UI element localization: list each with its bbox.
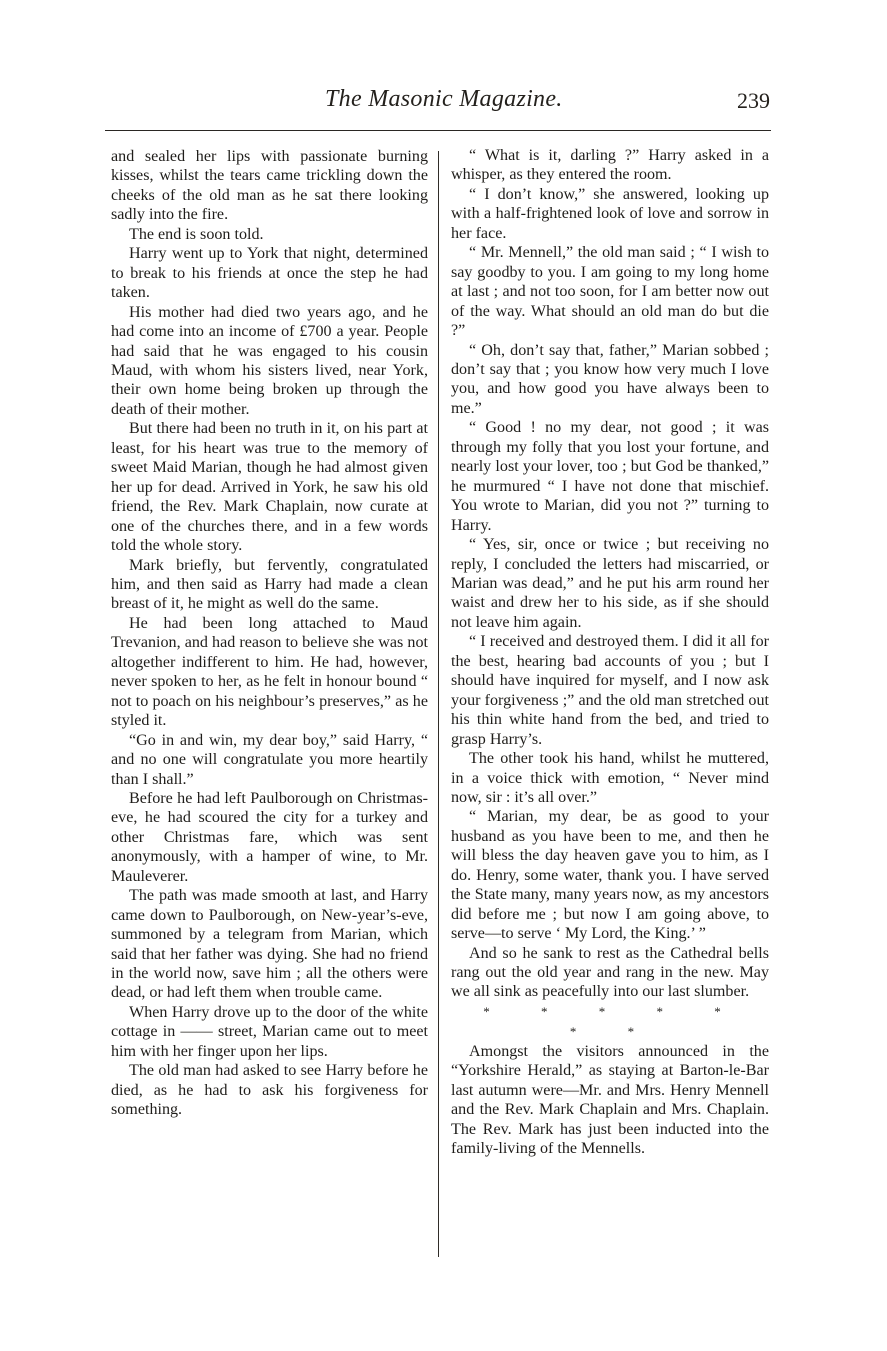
- paragraph: When Harry drove up to the door of the white cottage in —— street, Marian came out to meet him with her finger upon her lips.: [111, 1003, 428, 1060]
- paragraph: “ Good ! no my dear, not good ; it was through my folly that you lost your fortune, and nearly lost your lover, too ; but God be thanked,” he murmured “ I have not done that mischief. You wrote to Marian, did you not ?” turning to Harry.: [451, 419, 769, 534]
- paragraph: The end is soon told.: [129, 225, 264, 243]
- paragraph: “ Oh, don’t say that, father,” Marian sobbed ; don’t say that ; you know how very much I love you, and how good you have always been to me.”: [451, 341, 769, 417]
- section-separator: * * * * * * *: [483, 1003, 745, 1039]
- paragraph: The other took his hand, whilst he muttered, in a voice thick with emotion, “ Never mind now, sir : it’s all over.”: [451, 750, 769, 806]
- column-divider: [438, 151, 439, 1257]
- page-number: 239: [737, 88, 770, 113]
- paragraph: But there had been no truth in it, on his part at least, for his heart was true to the memory of sweet Maid Marian, though he had almost given her up for dead. Arrived in York, he saw his old friend, the Rev. Mark Chaplain, now curate at one of the churches there, and in a few words told the whole story.: [111, 420, 428, 555]
- page-header: [110, 86, 770, 118]
- paragraph: Before he had left Paulborough on Christmas-eve, he had scoured the city for a turkey and other Christmas fare, which was sent anonymously, with a hamper of wine, to Mr. Mauleverer.: [111, 789, 428, 885]
- paragraph: His mother had died two years ago, and he had come into an income of £700 a year. People had said that he was engaged to his cousin Maud, with whom his sisters lived, near York, their own home being broken up through the death of their mother.: [111, 303, 428, 418]
- paragraph: The path was made smooth at last, and Harry came down to Paulborough, on New-year’s-eve, summoned by a telegram from Marian, which said that her father was dying. She had no friend in the world now, save him ; all the others were dead, or had left them when trouble came.: [111, 887, 428, 1002]
- paragraph: Harry went up to York that night, determined to break to his friends at once the step he had taken.: [111, 245, 428, 302]
- paragraph: He had been long attached to Maud Trevanion, and had reason to believe she was not altogether indifferent to him. He had, however, never spoken to her, as he felt in honour bound “ not to poach on his neighbour’s preserves,” as he styled it.: [111, 614, 428, 730]
- magazine-title: The Masonic Magazine.: [325, 86, 563, 112]
- paragraph: The old man had asked to see Harry before he died, as he had to ask his forgiveness for something.: [111, 1062, 428, 1119]
- paragraph: “ What is it, darling ?” Harry asked in a whisper, as they entered the room.: [451, 147, 769, 184]
- paragraph: “ Mr. Mennell,” the old man said ; “ I wish to say goodby to you. I am going to my long home at last ; and not too soon, for I am better now out of the way. What should an old man do but die ?”: [451, 244, 769, 340]
- paragraph: “Go in and win, my dear boy,” said Harry, “ and no one will congratulate you more heartily than I shall.”: [111, 731, 428, 788]
- paragraph: “ Yes, sir, once or twice ; but receiving no reply, I concluded the letters had miscarried, or Marian was dead,” and he put his arm round her waist and drew her to his side, as if she should not leave him again.: [451, 536, 769, 631]
- left-column: [111, 147, 428, 1120]
- paragraph: And so he sank to rest as the Cathedral bells rang out the old year and rang in the new. May we all sink as peacefully into our last slumber.: [451, 944, 769, 1001]
- header-rule: [105, 130, 771, 131]
- paragraph: “ Marian, my dear, be as good to your husband as you have been to me, and then he will bless the day heaven gave you to him, as I do. Henry, some water, thank you. I have served the State many, many years now, as my ancestors did before me ; but now I am going above, to serve—to serve ‘ My Lord, the King.’ ”: [451, 808, 769, 943]
- closing-paragraph: Amongst the visitors announced in the “Yorkshire Herald,” as staying at Barton-le-Bar last autumn were—Mr. and Mrs. Henry Mennell and the Rev. Mark Chaplain and Mrs. Chaplain. The Rev. Mark has just been inducted into the family-living of the Mennells.: [451, 1042, 769, 1158]
- right-column: [451, 146, 769, 1159]
- paragraph: Mark briefly, but fervently, congratulated him, and then said as Harry had made a clean breast of it, he might as well do the same.: [111, 556, 428, 613]
- paragraph: “ I don’t know,” she answered, looking up with a half-frightened look of love and sorrow in her face.: [451, 185, 769, 242]
- paragraph: “ I received and destroyed them. I did it all for the best, hearing bad accounts of you ; but I should have inquired for myself, and I now ask your forgiveness ;” and the old man stretched out his thin white hand from the bed, and tried to grasp Harry’s.: [451, 633, 769, 748]
- paragraph: and sealed her lips with passionate burning kisses, whilst the tears came trickling down the cheeks of the old man as he sat there looking sadly into the fire.: [111, 148, 428, 224]
